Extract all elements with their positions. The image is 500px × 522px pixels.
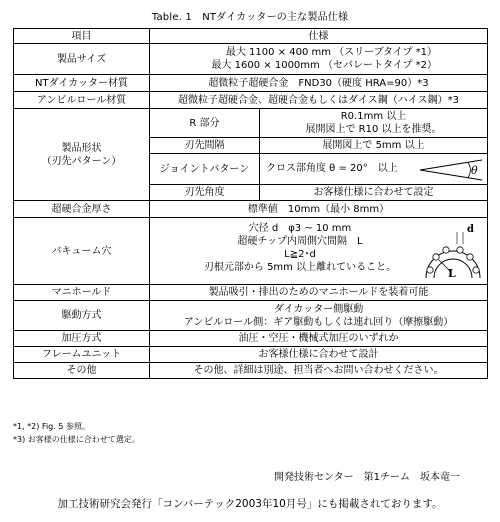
table-row [14, 92, 488, 109]
table-row [14, 301, 488, 331]
table-title: Table. 1 NTダイカッターの主な製品仕様 [151, 12, 349, 23]
footnote-2: *3) お客様の仕様に合わせて選定。 [13, 435, 140, 444]
row-label: 超硬合金厚さ [14, 201, 150, 218]
row-label: アンビルロール材質 [14, 92, 150, 109]
shape-label-cell [14, 109, 150, 201]
row-value: 製品吸引・排出のためのマニホールドを装着可能 [150, 285, 488, 301]
table-row [14, 347, 488, 363]
row-label: 製品サイズ [14, 44, 150, 75]
header-item: 項目 [14, 29, 150, 44]
table-row [14, 109, 488, 138]
row-value: その他、詳細は別途、担当者へお問い合わせください。 [150, 363, 488, 379]
row-label: 加圧方式 [14, 331, 150, 347]
vacuum-hole-5 [467, 254, 473, 260]
spec-table [13, 28, 488, 379]
r-part-line-1: R0.1mm 以上 [340, 111, 407, 122]
header-spec: 仕様 [150, 29, 488, 44]
table-header-row [14, 29, 488, 44]
shape-label: 製品形状 [61, 142, 102, 154]
table-row [14, 285, 488, 301]
r-part-value [260, 109, 488, 138]
drive-line-1: ダイカッター側駆動 [273, 303, 364, 315]
pitch-label: 刃先間隔 [150, 138, 260, 154]
d-mark: d [467, 224, 474, 235]
angle-value: お客様仕様に合わせて設定 [260, 185, 488, 201]
table-row [14, 331, 488, 347]
r-part-label: R 部分 [150, 109, 260, 138]
vacuum-hole-diagram [420, 220, 486, 282]
r-part-line-2: 展開図上で R10 以上を推奨。 [305, 124, 442, 135]
publication-note: 加工技術研究会発行「コンバーテック2003年10月号」にも掲載されております。 [57, 498, 443, 510]
footnotes [13, 420, 140, 446]
vacuum-line-4: 刃根元部から 5mm 以上離れていること。 [203, 262, 397, 273]
row-value: 超微粒子超硬合金、超硬合金もしくはダイス鋼（ハイス鋼）*3 [150, 92, 488, 109]
joint-value-cell [260, 154, 488, 185]
vacuum-hole-1 [427, 267, 433, 273]
row-label: 駆動方式 [14, 301, 150, 331]
row-value: 超微粒子超硬合金 FND30（硬度 HRA=90）*3 [150, 75, 488, 92]
vacuum-hole-3 [443, 247, 449, 253]
table-row [14, 44, 488, 75]
shape-sublabel: （刃先パターン） [41, 155, 122, 167]
table-row [14, 218, 488, 285]
joint-label: ジョイントパターン [150, 154, 260, 185]
drive-line-2: アンビルロール側：ギア駆動もしくは連れ回り（摩擦駆動） [183, 316, 454, 328]
vacuum-value-cell [150, 218, 488, 285]
vacuum-hole-2 [433, 254, 439, 260]
table-row [14, 363, 488, 379]
row-label: バキューム穴 [14, 218, 150, 285]
vacuum-line-3: L≧2･d [284, 249, 316, 260]
row-value: お客様仕様に合わせて設計 [150, 347, 488, 363]
size-line-2: 最大 1600 × 1000mm （セパレートタイプ *2） [211, 60, 437, 71]
size-line-1: 最大 1100 × 400 mm （スリーブタイプ *1） [225, 47, 437, 58]
row-label: マニホールド [14, 285, 150, 301]
vacuum-line-2: 超硬チップ内周側穴間隔 L [237, 236, 363, 247]
vacuum-line-1: 穴径 d φ3 ~ 10 mm [248, 223, 352, 234]
row-label: その他 [14, 363, 150, 379]
vacuum-hole-6 [473, 267, 479, 273]
row-label: NTダイカッター材質 [14, 75, 150, 92]
joint-value: クロス部角度 θ = 20° 以上 [266, 163, 398, 174]
author-credit: 開発技術センター 第1チーム 坂本竜一 [274, 472, 460, 483]
row-value: 油圧・空圧・機械式加圧のいずれか [150, 331, 488, 347]
vacuum-hole-4 [457, 247, 463, 253]
table-row [14, 75, 488, 92]
theta-symbol: θ [471, 164, 478, 177]
footnote-1: *1, *2) Fig. 5 参照。 [13, 422, 90, 431]
table-row [14, 201, 488, 218]
angle-label: 刃先角度 [150, 185, 260, 201]
row-label: フレームユニット [14, 347, 150, 363]
row-value [150, 301, 488, 331]
row-value: 標準値 10mm（最小 8mm） [150, 201, 488, 218]
cross-angle-diagram [418, 157, 484, 183]
pitch-value: 展開図上で 5mm 以上 [260, 138, 488, 154]
L-mark: L [448, 267, 456, 280]
row-value [150, 44, 488, 75]
